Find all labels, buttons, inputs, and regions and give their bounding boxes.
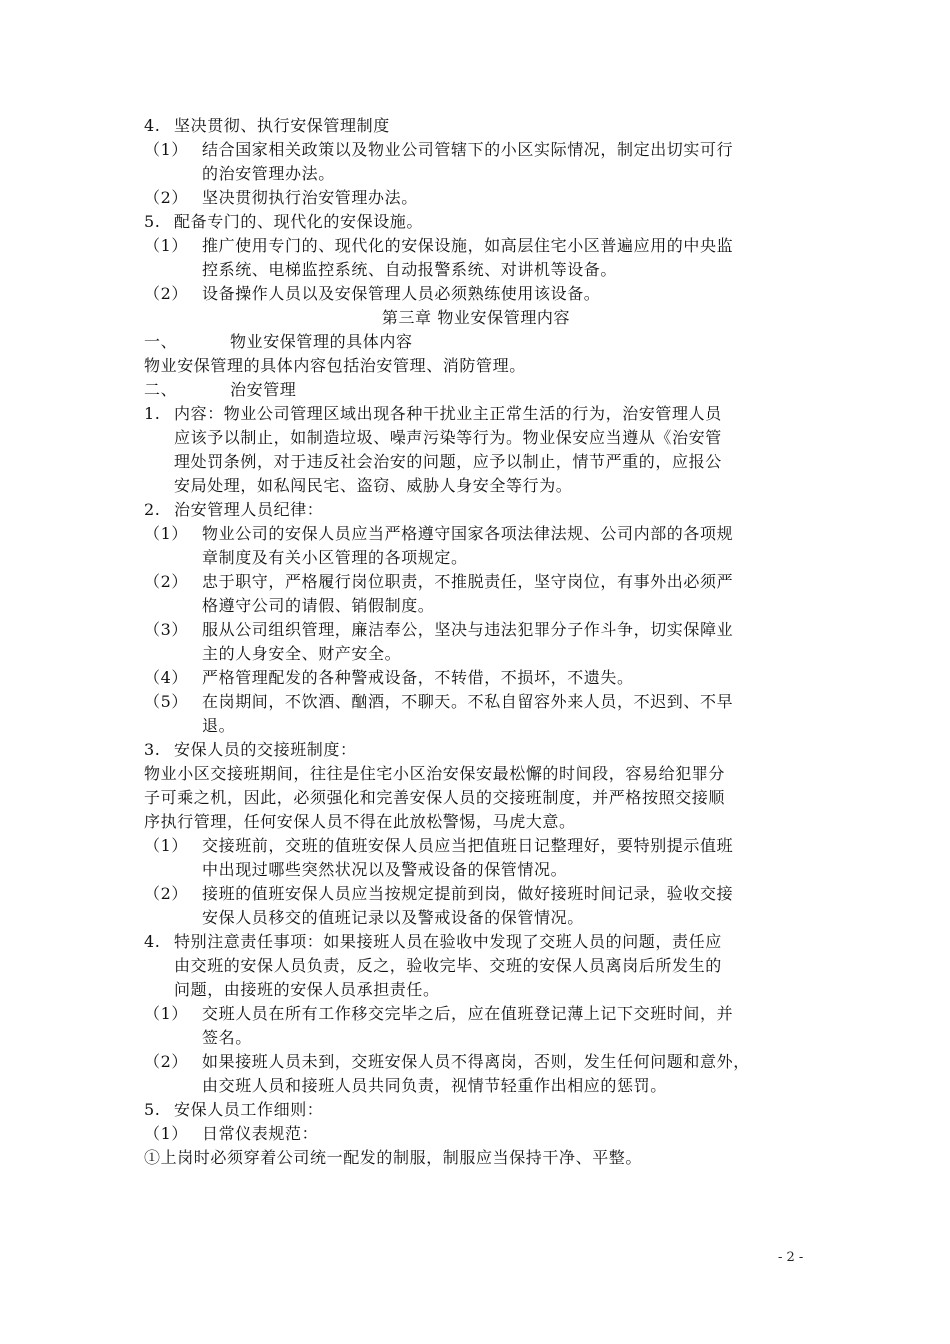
- item-label: [144, 450, 174, 474]
- item-label: [144, 426, 174, 450]
- item-label: 2.: [144, 500, 161, 519]
- list-item: [144, 1122, 808, 1146]
- list-item: [144, 402, 808, 498]
- list-item: [144, 1050, 808, 1098]
- item-label: （1）: [144, 1124, 188, 1143]
- text-line: 章制度及有关小区管理的各项规定。: [202, 548, 468, 567]
- item-label: [144, 546, 202, 570]
- text-line: 坚决贯彻、执行安保管理制度: [174, 116, 390, 135]
- item-label: （2）: [144, 572, 188, 591]
- item-label: （3）: [144, 620, 188, 639]
- item-label: [144, 1026, 202, 1050]
- item-label: [144, 978, 174, 1002]
- text-line: 由交班的安保人员负责，反之，验收完毕、交班的安保人员离岗后所发生的: [174, 956, 722, 975]
- text-line: 治安管理人员纪律：: [174, 500, 324, 519]
- item-label: 4.: [144, 116, 161, 135]
- item-label: [144, 714, 202, 738]
- list-item: [144, 1098, 808, 1122]
- item-label: （1）: [144, 236, 188, 255]
- text-line: 结合国家相关政策以及物业公司管辖下的小区实际情况，制定出切实可行: [202, 140, 734, 159]
- text-line: 安保人员工作细则：: [174, 1100, 324, 1119]
- item-label: （5）: [144, 692, 188, 711]
- list-item: [144, 618, 808, 666]
- list-item: [144, 138, 808, 186]
- section-heading: [144, 330, 808, 354]
- text-line: 内容：物业公司管理区域出现各种干扰业主正常生活的行为，治安管理人员: [174, 404, 722, 423]
- text-line: 物业公司的安保人员应当严格遵守国家各项法律法规、公司内部的各项规: [202, 524, 734, 543]
- list-item: [144, 1002, 808, 1050]
- paragraph: [144, 1146, 808, 1170]
- document-body: [144, 114, 808, 1170]
- list-item: [144, 690, 808, 738]
- text-line: 物业小区交接班期间，往往是住宅小区治安保安最松懈的时间段，容易给犯罪分: [144, 764, 726, 783]
- text-line: 的治安管理办法。: [202, 164, 335, 183]
- item-label: （4）: [144, 668, 188, 687]
- item-label: （2）: [144, 1052, 188, 1071]
- list-item: [144, 882, 808, 930]
- item-label: 3.: [144, 740, 161, 759]
- text-line: 交班人员在所有工作移交完毕之后，应在值班登记薄上记下交班时间，并: [202, 1004, 734, 1023]
- item-label: （2）: [144, 284, 188, 303]
- item-label: （2）: [144, 884, 188, 903]
- text-line: 格遵守公司的请假、销假制度。: [202, 596, 435, 615]
- item-label: （1）: [144, 524, 188, 543]
- item-label: [144, 474, 174, 498]
- text-line: 安局处理，如私闯民宅、盗窃、威胁人身安全等行为。: [174, 476, 573, 495]
- item-label: （1）: [144, 836, 188, 855]
- list-item: [144, 234, 808, 282]
- text-line: 服从公司组织管理，廉洁奉公，坚决与违法犯罪分子作斗争，切实保障业: [202, 620, 734, 639]
- item-label: [144, 594, 202, 618]
- text-line: 中出现过哪些突然状况以及警戒设备的保管情况。: [202, 860, 568, 879]
- text-line: 严格管理配发的各种警戒设备，不转借，不损坏，不遗失。: [202, 668, 634, 687]
- chapter-heading: [144, 306, 808, 330]
- item-label: （1）: [144, 1004, 188, 1023]
- text-line: 特别注意责任事项：如果接班人员在验收中发现了交班人员的问题，责任应: [174, 932, 722, 951]
- item-label: 4.: [144, 932, 161, 951]
- text-line: 签名。: [202, 1028, 252, 1047]
- section-heading: [144, 378, 808, 402]
- text-line: 安保人员移交的值班记录以及警戒设备的保管情况。: [202, 908, 584, 927]
- item-label: （1）: [144, 140, 188, 159]
- text-line: 主的人身安全、财产安全。: [202, 644, 402, 663]
- text-line: 治安管理: [230, 380, 297, 399]
- text-line: 物业安保管理的具体内容包括治安管理、消防管理。: [144, 356, 526, 375]
- list-item: [144, 282, 808, 306]
- list-item: [144, 114, 808, 138]
- list-item: [144, 834, 808, 882]
- item-label: 二、: [144, 380, 178, 399]
- text-line: 第三章 物业安保管理内容: [381, 308, 571, 327]
- paragraph: [144, 354, 808, 378]
- text-line: 物业安保管理的具体内容: [230, 332, 413, 351]
- text-line: 序执行管理，任何安保人员不得在此放松警惕，马虎大意。: [144, 812, 576, 831]
- text-line: 日常仪表规范：: [202, 1124, 319, 1143]
- text-line: 配备专门的、现代化的安保设施。: [174, 212, 424, 231]
- item-label: [144, 1074, 202, 1098]
- text-line: 退。: [202, 716, 236, 735]
- item-label: [144, 954, 174, 978]
- item-label: 一、: [144, 332, 178, 351]
- page-number: - 2 -: [778, 1250, 804, 1265]
- item-label: [144, 858, 202, 882]
- text-line: 由交班人员和接班人员共同负责，视情节轻重作出相应的惩罚。: [202, 1076, 667, 1095]
- list-item: [144, 186, 808, 210]
- item-label: [144, 162, 202, 186]
- text-line: 应该予以制止，如制造垃圾、噪声污染等行为。物业保安应当遵从《治安管: [174, 428, 722, 447]
- item-label: 5.: [144, 1100, 161, 1119]
- list-item: [144, 210, 808, 234]
- text-line: 控系统、电梯监控系统、自动报警系统、对讲机等设备。: [202, 260, 618, 279]
- text-line: 安保人员的交接班制度：: [174, 740, 357, 759]
- text-line: 坚决贯彻执行治安管理办法。: [202, 188, 418, 207]
- text-line: 理处罚条例，对于违反社会治安的问题，应予以制止，情节严重的，应报公: [174, 452, 722, 471]
- list-item: [144, 738, 808, 762]
- text-line: 交接班前，交班的值班安保人员应当把值班日记整理好，要特别提示值班: [202, 836, 734, 855]
- item-label: [144, 258, 202, 282]
- item-label: 1.: [144, 404, 161, 423]
- item-label: （2）: [144, 188, 188, 207]
- text-line: 忠于职守，严格履行岗位职责，不推脱责任，坚守岗位，有事外出必须严: [202, 572, 734, 591]
- list-item: [144, 570, 808, 618]
- list-item: [144, 498, 808, 522]
- item-label: 5.: [144, 212, 161, 231]
- list-item: [144, 666, 808, 690]
- text-line: 设备操作人员以及安保管理人员必须熟练使用该设备。: [202, 284, 601, 303]
- text-line: 推广使用专门的、现代化的安保设施，如高层住宅小区普遍应用的中央监: [202, 236, 734, 255]
- list-item: [144, 522, 808, 570]
- item-label: [144, 642, 202, 666]
- text-line: 子可乘之机，因此，必须强化和完善安保人员的交接班制度，并严格按照交接顺: [144, 788, 726, 807]
- text-line: 问题，由接班的安保人员承担责任。: [174, 980, 440, 999]
- list-item: [144, 930, 808, 1002]
- text-line: 如果接班人员未到，交班安保人员不得离岗，否则，发生任何问题和意外，: [202, 1052, 750, 1071]
- text-line: ①上岗时必须穿着公司统一配发的制服，制服应当保持干净、平整。: [144, 1148, 643, 1167]
- paragraph: [144, 762, 808, 834]
- text-line: 在岗期间，不饮酒、酗酒，不聊天。不私自留容外来人员，不迟到、不早: [202, 692, 734, 711]
- text-line: 接班的值班安保人员应当按规定提前到岗，做好接班时间记录，验收交接: [202, 884, 734, 903]
- item-label: [144, 906, 202, 930]
